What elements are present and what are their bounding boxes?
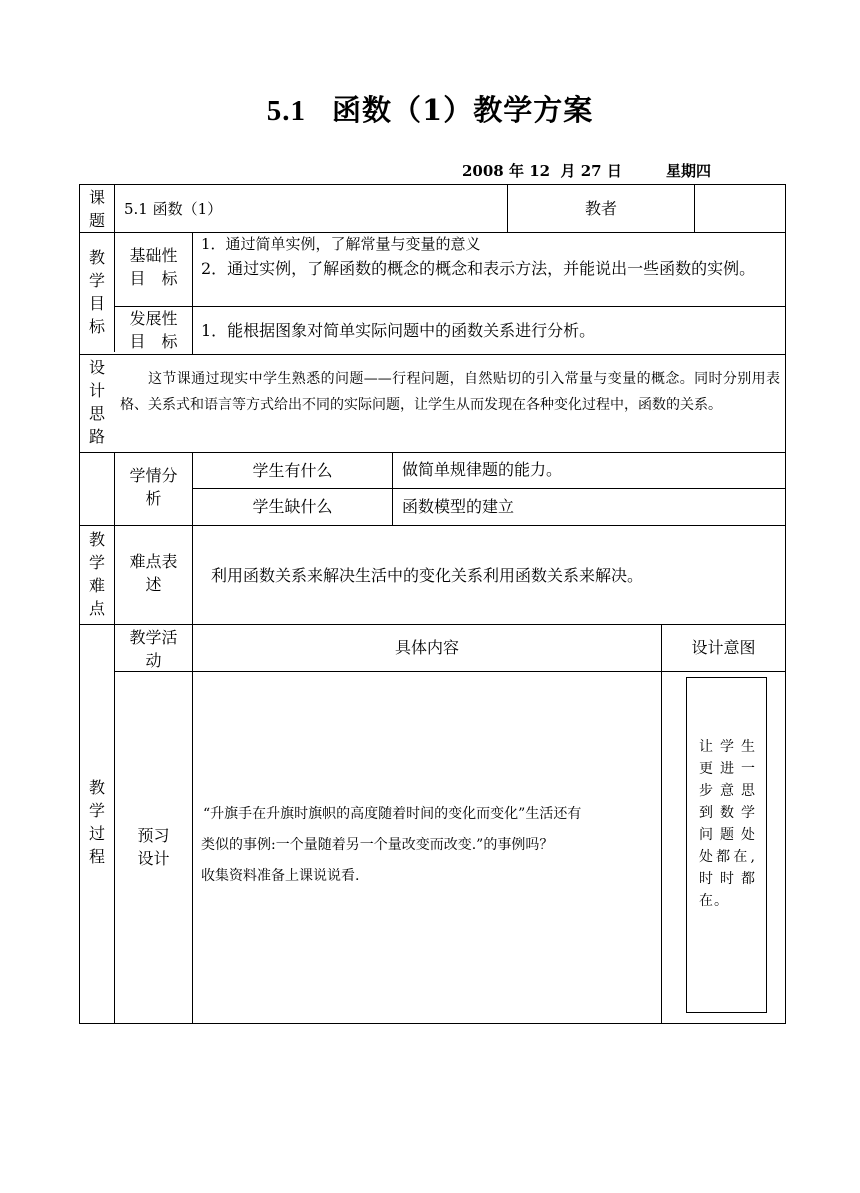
intent-line: 处都在, [699, 849, 756, 865]
label-develop-goal: 发展性 目 标 [129, 309, 178, 351]
header-content: 具体内容 [394, 638, 459, 657]
intent-line: 问题处 [699, 827, 756, 843]
label-process: 教 学 过 程 [88, 778, 105, 866]
label-lesson: 课 题 [88, 188, 105, 230]
intent-line: 让学生 [699, 739, 756, 755]
stage-label: 预习 设计 [137, 826, 170, 868]
preview-content [201, 800, 656, 890]
label-basic-goal: 基础性 目 标 [129, 246, 178, 288]
label-analysis: 学情分 析 [129, 466, 178, 508]
has-value: 做简单规律题的能力。 [402, 460, 563, 479]
intent-line: 到数学 [699, 805, 756, 821]
intent-line: 在。 [699, 893, 729, 909]
has-label: 学生有什么 [252, 460, 333, 480]
teacher-value [695, 185, 785, 232]
develop-goal-1: 1．能根据图象对简单实际问题中的函数关系进行分析。 [201, 321, 596, 340]
label-design: 设 计 思 路 [88, 358, 105, 446]
intent-box [686, 677, 767, 1013]
design-text: 这节课通过现实中学生熟悉的问题——行程问题，自然贴切的引入常量与变量的概念。同时分别用表格、关系式和语言等方式给出不同的实际问题，让学生从而发现在各种变化过程中，函数的关系。 [120, 371, 780, 413]
lesson-topic: 5.1 函数（1） [124, 200, 223, 218]
intent-line: 步意思 [699, 783, 756, 799]
lack-label: 学生缺什么 [252, 497, 333, 516]
header-intent: 设计意图 [691, 638, 756, 657]
basic-goal-2: 2．通过实例，了解函数的概念的概念和表示方法，并能说出一些函数的实例。 [201, 259, 756, 278]
label-difficulty-desc: 难点表 述 [129, 552, 178, 594]
date-line: 2008 年 12 月 27 日 星期四 [462, 162, 712, 180]
header-activity: 教学活 动 [129, 628, 178, 670]
label-difficulty: 教 学 难 点 [88, 530, 105, 618]
weekday: 星期四 [666, 162, 712, 180]
intent-line: 更进一 [699, 761, 756, 777]
content-line: 收集资料准备上课说说看. [201, 868, 360, 884]
content-line: 类似的事例:一个量随着另一个量改变而改变.”的事例吗？ [201, 837, 554, 853]
intent-line: 时时都 [699, 871, 756, 887]
teacher-label: 教者 [584, 198, 617, 218]
content-line: “升旗手在升旗时旗帜的高度随着时间的变化而变化”生活还有 [203, 806, 582, 822]
basic-goal-1: 1．通过简单实例，了解常量与变量的意义 [201, 235, 481, 253]
page-title: 5.1 函数（1）教学方案 [266, 93, 594, 127]
lack-value: 函数模型的建立 [402, 497, 515, 516]
difficulty-text: 利用函数关系来解决生活中的变化关系利用函数关系来解决。 [211, 566, 644, 585]
label-goals: 教 学 目 标 [88, 248, 105, 336]
